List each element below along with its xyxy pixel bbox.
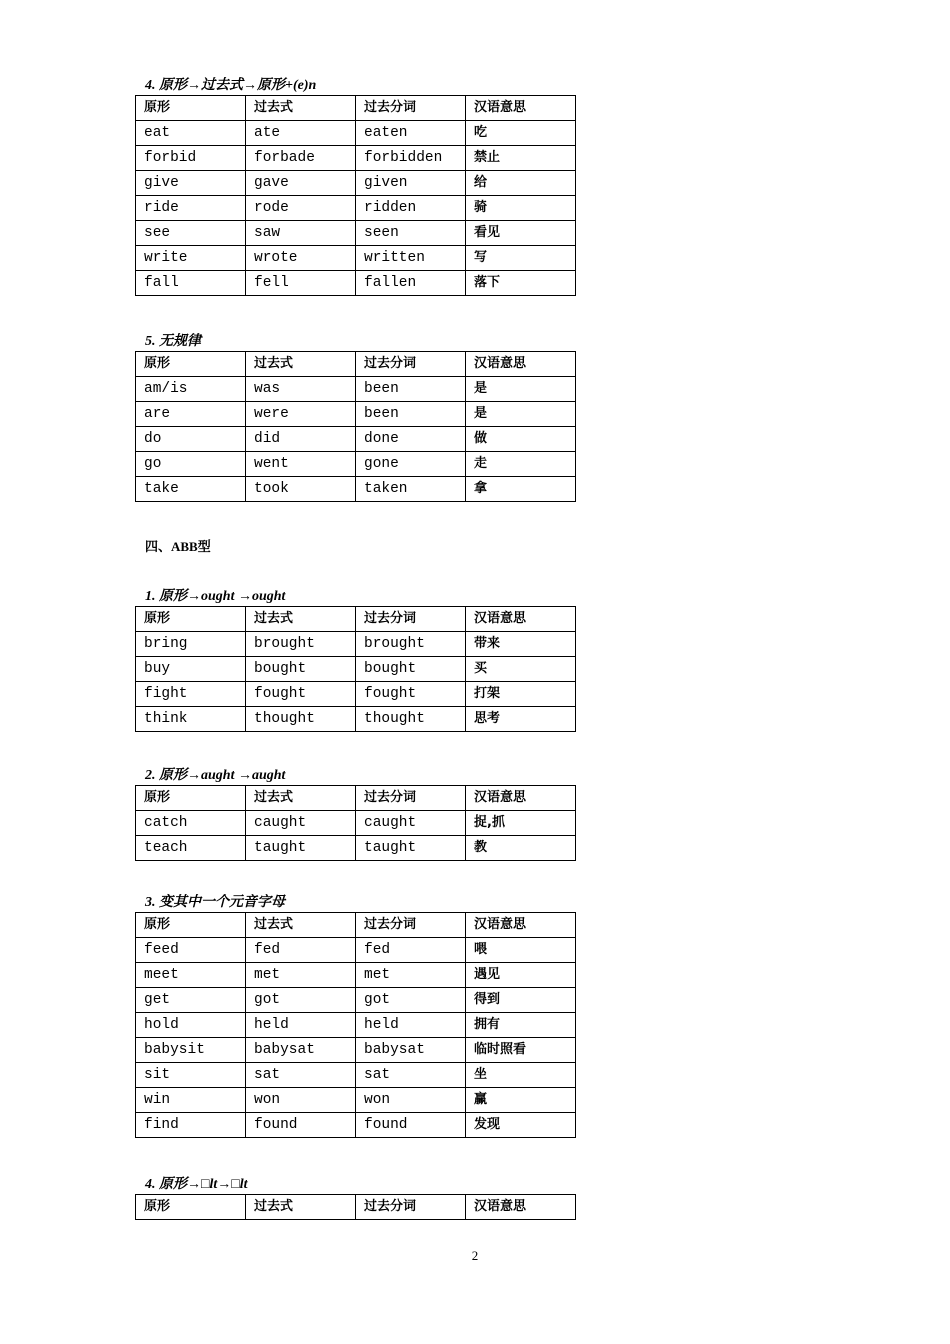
base-form-cell: go — [136, 452, 246, 477]
table-row — [136, 121, 576, 146]
verb-table — [135, 1194, 576, 1220]
base-form-cell: eat — [136, 121, 246, 146]
base-form-cell: hold — [136, 1013, 246, 1038]
base-form-cell: teach — [136, 836, 246, 861]
base-form-cell: fall — [136, 271, 246, 296]
base-form-cell: fight — [136, 682, 246, 707]
verb-table — [135, 785, 576, 861]
table-row — [136, 632, 576, 657]
meaning-cell: 做 — [466, 427, 576, 452]
conjugation-table — [135, 95, 576, 296]
column-header: 原形 — [136, 913, 246, 938]
base-form-cell: give — [136, 171, 246, 196]
meaning-cell: 临时照看 — [466, 1038, 576, 1063]
meaning-cell: 带来 — [466, 632, 576, 657]
past-tense-cell: fought — [246, 682, 356, 707]
base-form-cell: write — [136, 246, 246, 271]
column-header: 原形 — [136, 786, 246, 811]
column-header: 过去分词 — [356, 607, 466, 632]
base-form-cell: do — [136, 427, 246, 452]
past-participle-cell: written — [356, 246, 466, 271]
base-form-cell: take — [136, 477, 246, 502]
past-participle-cell: caught — [356, 811, 466, 836]
past-tense-cell: ate — [246, 121, 356, 146]
meaning-cell: 骑 — [466, 196, 576, 221]
meaning-cell: 看见 — [466, 221, 576, 246]
column-header: 过去式 — [246, 352, 356, 377]
past-tense-cell: bought — [246, 657, 356, 682]
column-header: 汉语意思 — [466, 786, 576, 811]
meaning-cell: 是 — [466, 377, 576, 402]
past-participle-cell: babysat — [356, 1038, 466, 1063]
past-participle-cell: been — [356, 402, 466, 427]
past-tense-cell: were — [246, 402, 356, 427]
meaning-cell: 喂 — [466, 938, 576, 963]
past-participle-cell: got — [356, 988, 466, 1013]
page-number: 2 — [471, 1248, 479, 1263]
section-title: 4. 原形→过去式→原形+(e)n — [145, 78, 317, 93]
table-row — [136, 1038, 576, 1063]
past-participle-cell: gone — [356, 452, 466, 477]
meaning-cell: 得到 — [466, 988, 576, 1013]
meaning-cell: 写 — [466, 246, 576, 271]
table-row — [136, 146, 576, 171]
column-header: 汉语意思 — [466, 352, 576, 377]
past-tense-cell: found — [246, 1113, 356, 1138]
column-header: 汉语意思 — [466, 607, 576, 632]
past-tense-cell: caught — [246, 811, 356, 836]
table-header-row — [136, 352, 576, 377]
meaning-cell: 坐 — [466, 1063, 576, 1088]
section-title: 5. 无规律 — [145, 334, 201, 349]
table-header-row — [136, 913, 576, 938]
table-row — [136, 427, 576, 452]
table-row — [136, 1113, 576, 1138]
base-form-cell: are — [136, 402, 246, 427]
meaning-cell: 发现 — [466, 1113, 576, 1138]
meaning-cell: 捉,抓 — [466, 811, 576, 836]
base-form-cell: sit — [136, 1063, 246, 1088]
past-tense-cell: held — [246, 1013, 356, 1038]
base-form-cell: babysit — [136, 1038, 246, 1063]
table-row — [136, 221, 576, 246]
past-participle-cell: eaten — [356, 121, 466, 146]
section-title: 1. 原形→ought →ought — [145, 589, 286, 604]
table-row — [136, 271, 576, 296]
conjugation-table — [135, 785, 576, 861]
past-tense-cell: fell — [246, 271, 356, 296]
meaning-cell: 遇见 — [466, 963, 576, 988]
meaning-cell: 给 — [466, 171, 576, 196]
meaning-cell: 思考 — [466, 707, 576, 732]
table-header-row — [136, 607, 576, 632]
past-tense-cell: fed — [246, 938, 356, 963]
section-title: 4. 原形→□lt→□lt — [145, 1177, 248, 1192]
past-participle-cell: fallen — [356, 271, 466, 296]
base-form-cell: catch — [136, 811, 246, 836]
meaning-cell: 拿 — [466, 477, 576, 502]
meaning-cell: 打架 — [466, 682, 576, 707]
table-row — [136, 811, 576, 836]
column-header: 汉语意思 — [466, 913, 576, 938]
base-form-cell: find — [136, 1113, 246, 1138]
meaning-cell: 落下 — [466, 271, 576, 296]
past-tense-cell: forbade — [246, 146, 356, 171]
table-row — [136, 938, 576, 963]
base-form-cell: buy — [136, 657, 246, 682]
column-header: 原形 — [136, 1195, 246, 1220]
past-tense-cell: won — [246, 1088, 356, 1113]
section-title: 2. 原形→aught →aught — [145, 768, 286, 783]
base-form-cell: feed — [136, 938, 246, 963]
past-participle-cell: taken — [356, 477, 466, 502]
base-form-cell: think — [136, 707, 246, 732]
column-header: 汉语意思 — [466, 1195, 576, 1220]
past-tense-cell: rode — [246, 196, 356, 221]
past-participle-cell: been — [356, 377, 466, 402]
table-row — [136, 171, 576, 196]
base-form-cell: am/is — [136, 377, 246, 402]
column-header: 过去分词 — [356, 352, 466, 377]
column-header: 过去式 — [246, 786, 356, 811]
verb-table — [135, 606, 576, 732]
table-row — [136, 402, 576, 427]
past-participle-cell: ridden — [356, 196, 466, 221]
past-participle-cell: fed — [356, 938, 466, 963]
meaning-cell: 禁止 — [466, 146, 576, 171]
table-row — [136, 707, 576, 732]
column-header: 原形 — [136, 607, 246, 632]
table-row — [136, 682, 576, 707]
table-row — [136, 1013, 576, 1038]
past-participle-cell: brought — [356, 632, 466, 657]
table-row — [136, 836, 576, 861]
meaning-cell: 教 — [466, 836, 576, 861]
table-row — [136, 477, 576, 502]
past-participle-cell: seen — [356, 221, 466, 246]
base-form-cell: ride — [136, 196, 246, 221]
past-tense-cell: babysat — [246, 1038, 356, 1063]
past-tense-cell: wrote — [246, 246, 356, 271]
section-title: 3. 变其中一个元音字母 — [145, 895, 285, 910]
column-header: 过去分词 — [356, 96, 466, 121]
base-form-cell: win — [136, 1088, 246, 1113]
past-participle-cell: done — [356, 427, 466, 452]
past-tense-cell: took — [246, 477, 356, 502]
conjugation-table — [135, 606, 576, 732]
past-participle-cell: given — [356, 171, 466, 196]
verb-table — [135, 95, 576, 296]
table-header-row — [136, 1195, 576, 1220]
column-header: 汉语意思 — [466, 96, 576, 121]
verb-table — [135, 912, 576, 1138]
past-participle-cell: found — [356, 1113, 466, 1138]
base-form-cell: get — [136, 988, 246, 1013]
past-tense-cell: went — [246, 452, 356, 477]
table-header-row — [136, 96, 576, 121]
table-row — [136, 988, 576, 1013]
past-participle-cell: sat — [356, 1063, 466, 1088]
base-form-cell: bring — [136, 632, 246, 657]
meaning-cell: 买 — [466, 657, 576, 682]
column-header: 过去式 — [246, 607, 356, 632]
table-row — [136, 246, 576, 271]
past-tense-cell: thought — [246, 707, 356, 732]
table-row — [136, 196, 576, 221]
column-header: 原形 — [136, 352, 246, 377]
past-tense-cell: taught — [246, 836, 356, 861]
meaning-cell: 赢 — [466, 1088, 576, 1113]
table-row — [136, 963, 576, 988]
base-form-cell: meet — [136, 963, 246, 988]
base-form-cell: forbid — [136, 146, 246, 171]
conjugation-table — [135, 351, 576, 502]
table-row — [136, 1088, 576, 1113]
column-header: 过去分词 — [356, 913, 466, 938]
past-tense-cell: brought — [246, 632, 356, 657]
meaning-cell: 是 — [466, 402, 576, 427]
meaning-cell: 拥有 — [466, 1013, 576, 1038]
column-header: 原形 — [136, 96, 246, 121]
column-header: 过去式 — [246, 1195, 356, 1220]
column-header: 过去分词 — [356, 786, 466, 811]
base-form-cell: see — [136, 221, 246, 246]
verb-table — [135, 351, 576, 502]
past-tense-cell: did — [246, 427, 356, 452]
past-participle-cell: held — [356, 1013, 466, 1038]
table-header-row — [136, 786, 576, 811]
table-row — [136, 452, 576, 477]
past-participle-cell: taught — [356, 836, 466, 861]
past-participle-cell: forbidden — [356, 146, 466, 171]
column-header: 过去式 — [246, 913, 356, 938]
part-title: 四、ABB型 — [145, 539, 211, 554]
column-header: 过去分词 — [356, 1195, 466, 1220]
past-participle-cell: fought — [356, 682, 466, 707]
table-row — [136, 657, 576, 682]
conjugation-table — [135, 912, 576, 1138]
past-tense-cell: met — [246, 963, 356, 988]
table-row — [136, 377, 576, 402]
past-participle-cell: met — [356, 963, 466, 988]
column-header: 过去式 — [246, 96, 356, 121]
past-participle-cell: won — [356, 1088, 466, 1113]
past-tense-cell: sat — [246, 1063, 356, 1088]
past-participle-cell: bought — [356, 657, 466, 682]
past-tense-cell: was — [246, 377, 356, 402]
past-tense-cell: gave — [246, 171, 356, 196]
past-participle-cell: thought — [356, 707, 466, 732]
past-tense-cell: saw — [246, 221, 356, 246]
table-row — [136, 1063, 576, 1088]
meaning-cell: 走 — [466, 452, 576, 477]
past-tense-cell: got — [246, 988, 356, 1013]
conjugation-table — [135, 1194, 576, 1220]
meaning-cell: 吃 — [466, 121, 576, 146]
